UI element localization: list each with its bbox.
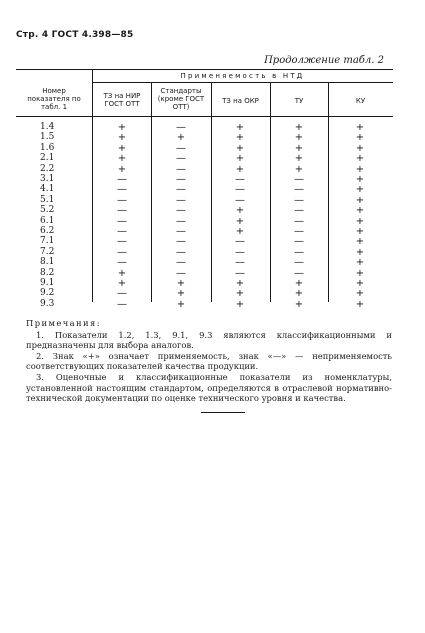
applicable-mark: +	[294, 153, 304, 165]
row-number: 1.5	[40, 132, 55, 143]
applicable-mark: +	[355, 184, 365, 196]
not-applicable-mark: —	[294, 184, 304, 196]
applicable-mark: +	[117, 163, 127, 175]
row-number: 6.2	[40, 226, 55, 236]
applicable-mark: +	[355, 267, 365, 279]
applicable-mark: +	[117, 278, 127, 289]
not-applicable-mark: —	[235, 267, 245, 279]
not-applicable-mark: —	[117, 257, 127, 269]
closing-rule	[201, 412, 245, 413]
not-applicable-mark: —	[176, 257, 186, 269]
not-applicable-mark: —	[176, 215, 186, 227]
applicable-mark: +	[235, 298, 245, 310]
applicable-mark: +	[294, 163, 304, 175]
not-applicable-mark: —	[235, 194, 245, 206]
not-applicable-mark: —	[117, 226, 127, 237]
note-item: 2. Знак «+» означает применяемость, знак «—» — неприменяемость соответствующих показателей качества продукции.	[26, 350, 392, 372]
applicability-header: Применяемость в НТД	[180, 72, 305, 80]
column-header: ТЗ на НИР ГОСТ ОТТ	[103, 92, 141, 108]
row-number: 4.1	[40, 184, 55, 195]
applicable-mark: +	[235, 132, 245, 144]
row-number: 2.1	[40, 153, 55, 164]
row-number: 5.1	[40, 194, 55, 205]
applicable-mark: +	[235, 226, 245, 237]
not-applicable-mark: —	[117, 288, 127, 300]
row-number: 8.2	[40, 267, 55, 278]
applicable-mark: +	[294, 142, 304, 154]
applicable-mark: +	[176, 132, 186, 144]
table-continuation-label: Продолжение табл. 2	[264, 55, 384, 66]
not-applicable-mark: —	[117, 184, 127, 196]
not-applicable-mark: —	[176, 122, 186, 133]
applicable-mark: +	[355, 257, 365, 269]
not-applicable-mark: —	[294, 226, 304, 237]
applicable-mark: +	[294, 288, 304, 300]
applicable-mark: +	[117, 153, 127, 165]
not-applicable-mark: —	[176, 226, 186, 237]
applicable-mark: +	[355, 194, 365, 206]
not-applicable-mark: —	[176, 163, 186, 175]
table-divider	[211, 82, 212, 302]
applicable-mark: +	[355, 163, 365, 175]
not-applicable-mark: —	[294, 257, 304, 269]
applicable-mark: +	[117, 122, 127, 133]
notes-title: Примечания:	[26, 318, 101, 328]
row-number: 7.1	[40, 236, 55, 247]
table-divider	[92, 69, 93, 302]
applicable-mark: +	[355, 205, 365, 217]
applicable-mark: +	[355, 278, 365, 289]
not-applicable-mark: —	[117, 205, 127, 217]
not-applicable-mark: —	[176, 174, 186, 185]
applicable-mark: +	[355, 246, 365, 258]
table-divider	[270, 82, 271, 302]
applicable-mark: +	[117, 142, 127, 154]
not-applicable-mark: —	[117, 236, 127, 248]
row-number: 9.1	[40, 278, 55, 288]
not-applicable-mark: —	[176, 246, 186, 258]
not-applicable-mark: —	[294, 267, 304, 279]
row-number: 1.4	[40, 122, 55, 132]
not-applicable-mark: —	[117, 174, 127, 185]
not-applicable-mark: —	[176, 267, 186, 279]
applicable-mark: +	[176, 278, 186, 289]
row-number: 1.6	[40, 142, 55, 153]
applicable-mark: +	[355, 153, 365, 165]
column-header: КУ	[355, 97, 366, 105]
row-number: 7.2	[40, 246, 55, 257]
not-applicable-mark: —	[176, 205, 186, 217]
notes	[26, 318, 392, 404]
applicable-mark: +	[355, 174, 365, 185]
not-applicable-mark: —	[176, 142, 186, 154]
row-number-header: Номер показателя по табл. 1	[27, 87, 81, 111]
not-applicable-mark: —	[235, 174, 245, 185]
not-applicable-mark: —	[117, 246, 127, 258]
applicable-mark: +	[355, 236, 365, 248]
not-applicable-mark: —	[176, 236, 186, 248]
not-applicable-mark: —	[294, 205, 304, 217]
not-applicable-mark: —	[235, 184, 245, 196]
applicable-mark: +	[235, 205, 245, 217]
applicable-mark: +	[355, 215, 365, 227]
header-bottom-rule	[16, 116, 393, 117]
not-applicable-mark: —	[117, 298, 127, 310]
not-applicable-mark: —	[117, 194, 127, 206]
row-number: 8.1	[40, 257, 55, 268]
column-header: ТЗ на ОКР	[222, 97, 259, 105]
applicable-mark: +	[355, 122, 365, 133]
column-header: ТУ	[294, 97, 304, 105]
not-applicable-mark: —	[294, 174, 304, 185]
applicable-mark: +	[294, 132, 304, 144]
applicable-mark: +	[355, 142, 365, 154]
span-header-rule	[92, 82, 393, 83]
note-item: 1. Показатели 1.2, 1.3, 9.1, 9.3 являются классификационными и предназначены для выбора аналогов.	[26, 329, 392, 351]
not-applicable-mark: —	[294, 236, 304, 248]
not-applicable-mark: —	[294, 215, 304, 227]
row-number: 9.2	[40, 288, 55, 299]
row-number: 9.3	[40, 298, 55, 309]
not-applicable-mark: —	[176, 194, 186, 206]
applicable-mark: +	[235, 153, 245, 165]
applicable-mark: +	[294, 298, 304, 310]
row-number: 2.2	[40, 163, 55, 174]
applicable-mark: +	[117, 267, 127, 279]
applicable-mark: +	[176, 288, 186, 300]
applicable-mark: +	[355, 288, 365, 300]
row-number: 6.1	[40, 215, 55, 226]
applicable-mark: +	[235, 163, 245, 175]
not-applicable-mark: —	[235, 257, 245, 269]
applicable-mark: +	[176, 298, 186, 310]
table-divider	[328, 82, 329, 302]
applicable-mark: +	[294, 278, 304, 289]
not-applicable-mark: —	[117, 215, 127, 227]
note-item: 3. Оценочные и классификационные показатели из номенклатуры, установленной настоящим стандартом, определяются в отраслевой нормативно-технической документации по оценке технического уровня и качества.	[26, 371, 392, 404]
applicable-mark: +	[235, 122, 245, 133]
applicable-mark: +	[235, 142, 245, 154]
applicable-mark: +	[235, 215, 245, 227]
not-applicable-mark: —	[235, 246, 245, 258]
not-applicable-mark: —	[235, 236, 245, 248]
applicable-mark: +	[235, 288, 245, 300]
applicable-mark: +	[294, 122, 304, 133]
applicable-mark: +	[355, 132, 365, 144]
not-applicable-mark: —	[294, 194, 304, 206]
applicable-mark: +	[117, 132, 127, 144]
column-header: Стандарты (кроме ГОСТ ОТТ)	[157, 87, 205, 111]
applicable-mark: +	[355, 226, 365, 237]
table-top-rule	[16, 69, 393, 70]
applicable-mark: +	[235, 278, 245, 289]
row-number: 5.2	[40, 205, 55, 216]
not-applicable-mark: —	[176, 184, 186, 196]
not-applicable-mark: —	[176, 153, 186, 165]
applicable-mark: +	[355, 298, 365, 310]
table-divider	[151, 82, 152, 302]
page-header: Стр. 4 ГОСТ 4.398—85	[16, 30, 134, 40]
row-number: 3.1	[40, 174, 55, 184]
not-applicable-mark: —	[294, 246, 304, 258]
